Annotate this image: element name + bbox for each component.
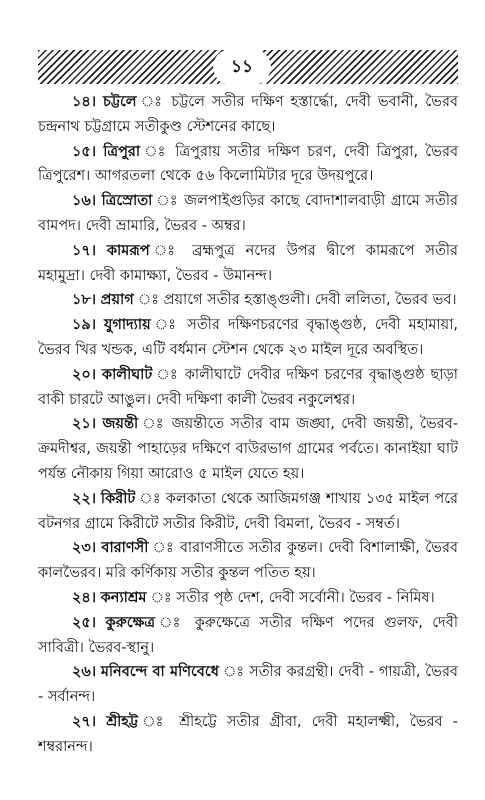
- entry-15: [38, 140, 458, 190]
- entry-text: ঃ সতীর পৃষ্ঠ দেশ, দেবী সর্বোনী। ভৈরব - নিমিষ।: [171, 589, 435, 606]
- entry-title: ত্রিপুরা: [103, 143, 141, 160]
- entry-title: প্রয়াগ: [100, 292, 134, 309]
- entry-number: ১৬।: [72, 193, 97, 210]
- entry-number: ২১।: [72, 416, 97, 433]
- entry-number: ১৮।: [72, 292, 97, 309]
- entry-title: কামরূপ: [106, 242, 150, 259]
- entry-17: [38, 239, 458, 289]
- entry-text: ঃ সতীর করগ্রন্থী। দেবী - গায়ত্রী, ভৈরব - সর্বানন্দ।: [38, 664, 459, 706]
- entry-title: জয়ন্তী: [102, 416, 139, 433]
- entry-text: ঃ ত্রিপুরায় সতীর দক্ষিণ চরণ, দেবী ত্রিপুরা, ভৈরব ত্রিপুরেশ। আগরতলা থেকে ৫৬ কিলোমিটার দূরে উদয়পুরে।: [38, 143, 459, 185]
- entry-18: [38, 288, 458, 313]
- entry-25: [38, 611, 458, 661]
- entry-16: [38, 189, 458, 239]
- entry-text: ঃ জলপাইগুড়ির কাছে বোদাশালবাড়ী গ্রামে সতীর বামপদ। দেবী ভ্রামারি, ভৈরব - অম্বর।: [38, 193, 458, 234]
- entry-number: ১৭।: [72, 242, 97, 259]
- entry-text: ঃ শ্রীহট্টে সতীর গ্রীবা, দেবী মহালক্ষ্মী, ভৈরব - শম্বরানন্দ।: [38, 713, 458, 755]
- entry-text: ঃ কুরুক্ষেত্রে সতীর দক্ষিণ পদের গুলফ, দেবী সাবিত্রী। ভৈরব-স্থানু।: [38, 614, 458, 656]
- entry-title: ত্রিস্রোতা: [101, 193, 153, 210]
- entry-title: চট্টলে: [103, 94, 137, 110]
- entry-text: ঃ জয়ন্তীতে সতীর বাম জঙ্ঘা, দেবী জয়ন্তী, ভৈরব-ক্রমদীশ্বর, জয়ন্তী পাহাড়ের দক্ষিণে বাউরভাগ গ্রামের পর্বতে। কানাইয়া ঘাট পর্যন্ত নৌকায় গিয়া আরোও ৫ মাইল যেতে হয়।: [38, 416, 458, 482]
- entry-19: [38, 313, 458, 363]
- entry-text: ঃ বারাণসীতে সতীর কুন্তল। দেবী বিশালাক্ষী, ভৈরব কালভৈরব। মরি কর্ণিকায় সতীর কুন্তল পতিত হয়।: [38, 540, 458, 582]
- entry-title: কালীঘাট: [101, 366, 153, 383]
- entry-number: ২৫।: [72, 614, 97, 631]
- entry-26: [38, 660, 458, 710]
- entry-number: ১৫।: [72, 143, 97, 160]
- entry-title: মনিবন্দে বা মণিবেধে: [100, 664, 219, 681]
- entry-23: [38, 536, 458, 586]
- entry-21: [38, 412, 458, 486]
- entry-title: শ্রীহট্ট: [106, 713, 139, 730]
- entry-text: ঃ ব্রহ্মপুত্র নদের উপর দ্বীপে কামরূপে সতীর মহামুদ্রা। দেবী কামাক্ষ্যা, ভৈরব - উমানন্দ।: [38, 242, 458, 284]
- entry-title: কন্যাশ্রম: [100, 589, 147, 606]
- entry-number: ১৪।: [72, 94, 97, 110]
- entry-24: [38, 586, 458, 611]
- entry-number: ২৬।: [72, 664, 97, 681]
- entry-number: ২০।: [72, 366, 97, 383]
- entry-number: ২৭।: [72, 713, 97, 730]
- entry-22: [38, 487, 458, 537]
- page-body: [38, 90, 458, 760]
- entry-number: ২৩।: [72, 540, 97, 557]
- entry-number: ২৪।: [72, 589, 97, 606]
- page-number: ১১: [213, 49, 271, 85]
- entry-number: ২২।: [72, 490, 97, 507]
- entry-text: ঃ চট্টলে সতীর দক্ষিণ হস্তার্দ্ধো, দেবী ভবানী, ভৈরব চন্দ্রনাথ চট্টগ্রামে সতীকুণ্ড স্টেশনের কাছে।: [38, 94, 459, 135]
- entry-20: [38, 363, 458, 413]
- entry-text: ঃ কলকাতা থেকে আজিমগঞ্জ শাখায় ১৩৫ মাইল পরে বটনগর গ্রামে কিরীটে সতীর কিরীট, দেবী বিমলা, ভৈরব - সম্বর্ত।: [38, 490, 459, 532]
- entry-title: বারাণসী: [101, 540, 149, 557]
- entry-text: ঃ সতীর দক্ষিণচরণের বৃদ্ধাঙ্গুষ্ঠ, দেবী মহামায়া, ভৈরব খির খন্ডক, এটি বর্ধমান স্টেশন থেকে ২৩ মাইল দূরে অবস্থিত।: [38, 317, 459, 358]
- entry-27: [38, 710, 458, 760]
- entry-text: ঃ প্রয়াগে সতীর হস্তাঙ্গুলী। দেবী ললিতা, ভৈরব ভব।: [159, 292, 457, 309]
- entry-text: ঃ কালীঘাটে দেবীর দক্ষিণ চরণের বৃদ্ধাঙ্গুষ্ঠ ছাড়া বাকী চারটে আঙুল। দেবী দক্ষিণা কালী ভৈরব নকুলেশ্বর।: [38, 366, 459, 408]
- entry-14: [38, 90, 458, 140]
- entry-title: কুরুক্ষেত্র: [105, 614, 155, 631]
- entry-number: ১৯।: [72, 317, 97, 334]
- entry-title: কিরীট: [100, 490, 136, 507]
- entry-title: যুগাদ্যায়: [103, 317, 151, 334]
